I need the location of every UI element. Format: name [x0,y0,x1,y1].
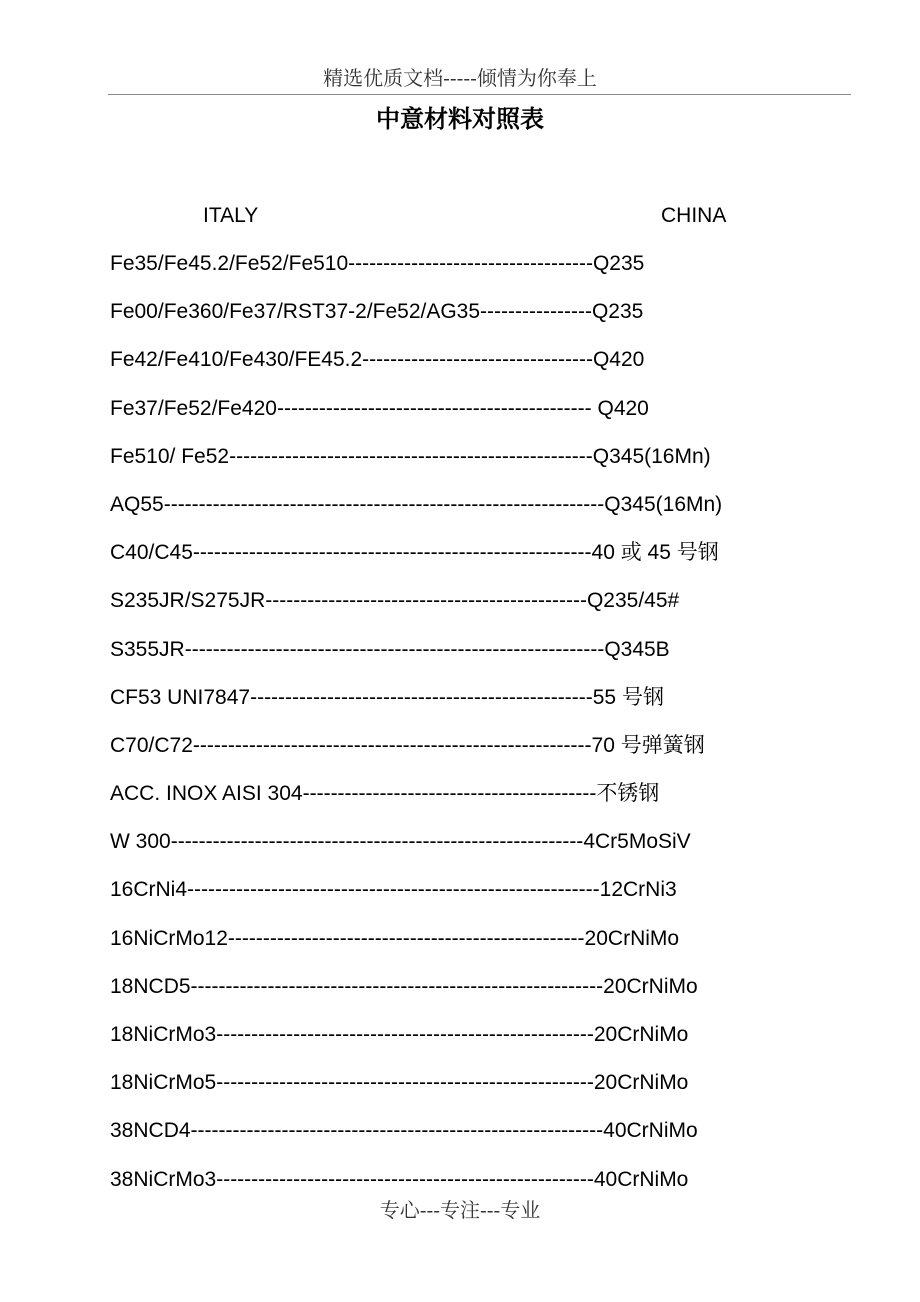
china-grade: Q235/45# [586,589,680,613]
leader-dashes: ------------------------------------------------------ [216,1071,594,1095]
china-grade: Q345(16Mn) [604,492,723,516]
material-row [110,1068,870,1116]
leader-dashes: ----------------------------------- [348,252,593,275]
italy-grade: Fe42/Fe410/Fe430/FE45.2 [110,348,363,372]
leader-dashes: ------------------------------------------------------------ [184,637,605,661]
italy-grade: C40/C45 [110,541,193,565]
material-row [110,442,870,490]
leader-dashes: --------------------------------------------------------- [192,733,592,757]
italy-grade: Fe510/ Fe52 [110,444,230,468]
material-row [110,875,870,923]
material-row [110,490,870,538]
italy-grade: 16CrNi4 [110,878,188,902]
leader-dashes: --------------------------------------------------- [227,926,585,950]
italy-grade: 16NiCrMo12 [110,926,228,950]
leader-dashes: ----------------------------------------------------------- [187,878,600,902]
china-grade: 不锈钢 [596,782,660,806]
document-title: 中意材料对照表 [376,105,544,133]
leader-dashes: ----------------------------------------------------------- [190,974,604,998]
material-row [110,972,870,1020]
china-grade: Q420 [592,348,645,372]
italy-grade: 38NCD4 [110,1119,191,1143]
leader-dashes: --------------------------------------------------------------- [163,492,605,516]
italy-grade: S355JR [110,637,185,661]
leader-dashes: --------------------------------------------- [276,396,598,420]
china-grade: 20CrNiMo [603,974,698,998]
china-grade: 40CrNiMo [593,1167,689,1191]
column-header-italy: ITALY [203,204,259,227]
leader-dashes: --------------------------------------------------------- [192,541,592,565]
china-grade: 40CrNiMo [603,1119,698,1143]
china-grade: 55 号钢 [592,685,664,709]
header-divider [108,94,851,95]
leader-dashes: ----------------------------------------------------------- [190,1119,604,1143]
material-row [110,1020,870,1068]
italy-grade: Fe00/Fe360/Fe37/RST37-2/Fe52/AG35 [110,300,481,324]
material-row [110,827,870,875]
china-grade: 20CrNiMo [584,926,680,950]
italy-grade: 18NiCrMo5 [110,1071,217,1095]
leader-dashes: ---------------- [480,300,592,324]
china-grade: 20CrNiMo [593,1023,689,1046]
china-grade: Q235 [592,252,645,275]
leader-dashes: ---------------------------------------------------- [229,444,593,468]
leader-dashes: --------------------------------- [362,348,593,372]
italy-grade: ACC. INOX AISI 304 [110,782,303,806]
italy-grade: W 300 [110,830,171,854]
material-row [110,635,870,683]
material-row [110,249,870,297]
material-row [110,683,870,731]
leader-dashes: ------------------------------------------------------ [216,1023,594,1046]
china-grade: Q345B [604,637,670,661]
leader-dashes: ------------------------------------------ [302,782,597,806]
china-grade: Q420 [597,396,649,420]
leader-dashes: ---------------------------------------------- [265,589,587,613]
material-row [110,1116,870,1164]
china-grade: 40 或 45 号钢 [591,541,719,565]
china-grade: 20CrNiMo [593,1071,689,1095]
page-footer: 专心---专注---专业 [379,1198,541,1222]
china-grade: Q235 [591,300,644,324]
china-grade: 4Cr5MoSiV [583,830,691,854]
italy-grade: CF53 UNI7847 [110,685,251,709]
leader-dashes: ----------------------------------------------------------- [170,830,584,854]
page-header: 精选优质文档-----倾情为你奉上 [323,66,597,90]
material-row [110,731,870,779]
italy-grade: 18NiCrMo3 [110,1023,217,1046]
leader-dashes: ------------------------------------------------------ [216,1167,594,1191]
italy-grade: Fe35/Fe45.2/Fe52/Fe510 [110,252,349,275]
italy-grade: 38NiCrMo3 [110,1167,217,1191]
italy-grade: 18NCD5 [110,974,191,998]
italy-grade: C70/C72 [110,733,193,757]
leader-dashes: ------------------------------------------------- [250,685,593,709]
material-row [110,297,870,345]
material-row [110,394,870,442]
china-grade: 70 号弹簧钢 [591,733,705,757]
material-row [110,538,870,586]
italy-grade: Fe37/Fe52/Fe420 [110,396,277,420]
italy-grade: S235JR/S275JR [110,589,266,613]
italy-grade: AQ55 [110,492,164,516]
material-row [110,586,870,634]
china-grade: Q345(16Mn) [592,444,711,468]
material-row [110,924,870,972]
column-header-china: CHINA [661,204,727,227]
material-row [110,345,870,393]
material-list [110,249,870,1213]
china-grade: 12CrNi3 [599,878,677,902]
material-row [110,779,870,827]
